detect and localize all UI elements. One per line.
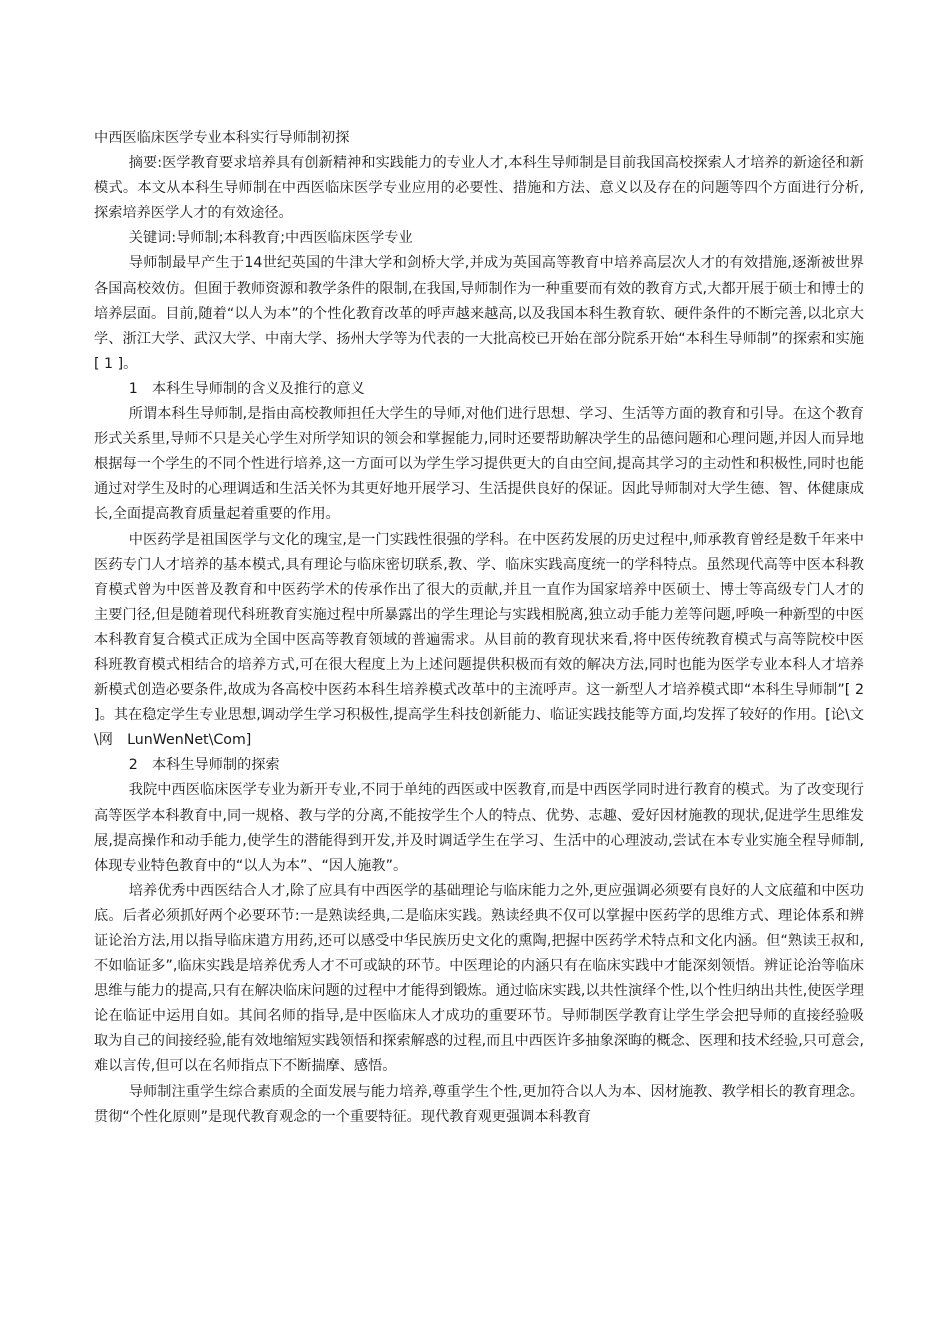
section-heading: 2 本科生导师制的探索 <box>128 757 280 774</box>
body-paragraph: 我院中西医临床医学专业为新开专业,不同于单纯的西医或中医教育,而是中西医学同时进行教育的模式。为了改变现行高等医学本科教育中,同一规格、教与学的分离,不能按学生个人的特点、优势、志趣、爱好因材施教的现状,促进学生思维发展,提高操作和动手能力,使学生的潜能得到开发,并及时调适学生在学习、生活中的心理波动,尝试在本专业实施全程导师制,体现专业特色教育中的“以人为本”、“因人施教”。 <box>94 782 864 874</box>
body-paragraph: 导师制注重学生综合素质的全面发展与能力培养,尊重学生个性,更加符合以人为本、因材施教、教学相长的教育理念。贯彻“个性化原则”是现代教育观念的一个重要特征。现代教育观更强调本科教育 <box>94 1083 864 1125</box>
body-paragraph: 中医药学是祖国医学与文化的瑰宝,是一门实践性很强的学科。在中医药发展的历史过程中,师承教育曾经是数千年来中医药专门人才培养的基本模式,具有理论与临床密切联系,教、学、临床实践高度统一的学科特点。虽然现代高等中医本科教育模式曾为中医普及教育和中医药学术的传承作出了很大的贡献,并且一直作为国家培养中医硕士、博士等高级专门人才的主要门径,但是随着现代科班教育实施过程中所暴露出的学生理论与实践相脱离,独立动手能力差等问题,呼唤一种新型的中医本科教育复合模式正成为全国中医高等教育领域的普遍需求。从目前的教育现状来看,将中医传统教育模式与高等院校中医科班教育模式相结合的培养方式,可在很大程度上为上述问题提供积极而有效的解决方法,同时也能为医学专业本科人才培养新模式创造必要条件,故成为各高校中医药本科生培养模式改革中的主流呼声。这一新型人才培养模式即“本科生导师制”[ 2 ]。其在稳定学生专业思想,调动学生学习积极性,提高学生科技创新能力、临证实践技能等方面,均发挥了较好的作用。[论\文\网 LunWenNet\Com] <box>94 531 864 749</box>
body-paragraph: 培养优秀中西医结合人才,除了应具有中西医学的基础理论与临床能力之外,更应强调必须要有良好的人文底蕴和中医功底。后者必须抓好两个必要环节:一是熟读经典,二是临床实践。熟读经典不仅可以掌握中医药学的思维方式、理论体系和辨证论治方法,用以指导临床遣方用药,还可以感受中华民族历史文化的熏陶,把握中医药学术特点和文化内涵。但“熟读王叔和,不如临证多”,临床实践是培养优秀人才不可或缺的环节。中医理论的内涵只有在临床实践中才能深刻领悟。辨证论治等临床思维与能力的提高,只有在解决临床问题的过程中才能得到锻炼。通过临床实践,以共性演绎个性,以个性归纳出共性,使医学理论在临证中运用自如。其间名师的指导,是中医临床人才成功的重要环节。导师制医学教育让学生学会把导师的直接经验吸取为自己的间接经验,能有效地缩短实践领悟和探索解惑的过程,而且中西医许多抽象深晦的概念、医理和技术经验,只可意会,难以言传,但可以在名师指点下不断揣摩、感悟。 <box>94 882 864 1075</box>
section-heading: 1 本科生导师制的含义及推行的意义 <box>128 380 365 397</box>
keywords-paragraph: 关键词:导师制;本科教育;中西医临床医学专业 <box>128 230 413 247</box>
document-page <box>94 126 864 1130</box>
document-title: 中西医临床医学专业本科实行导师制初探 <box>94 130 350 146</box>
body-paragraph: 所谓本科生导师制,是指由高校教师担任大学生的导师,对他们进行思想、学习、生活等方面的教育和引导。在这个教育形式关系里,导师不只是关心学生对所学知识的领会和掌握能力,同时还要帮助解决学生的品德问题和心理问题,并因人而异地根据每一个学生的不同个性进行培养,这一方面可以为学生学习提供更大的自由空间,提高其学习的主动性和积极性,同时也能通过对学生及时的心理调适和生活关怀为其更好地开展学习、生活提供良好的保证。因此导师制对大学生德、智、体健康成长,全面提高教育质量起着重要的作用。 <box>94 406 864 523</box>
body-paragraph: 导师制最早产生于14世纪英国的牛津大学和剑桥大学,并成为英国高等教育中培养高层次人才的有效措施,逐渐被世界各国高校效仿。但囿于教师资源和教学条件的限制,在我国,导师制作为一种重要而有效的教育方式,大都开展于硕士和博士的培养层面。目前,随着“以人为本”的个性化教育改革的呼声越来越高,以及我国本科生教育软、硬件条件的不断完善,以北京大学、浙江大学、武汉大学、中南大学、扬州大学等为代表的一大批高校已开始在部分院系开始“本科生导师制”的探索和实施[ 1 ]。 <box>94 255 864 372</box>
abstract-paragraph: 摘要:医学教育要求培养具有创新精神和实践能力的专业人才,本科生导师制是目前我国高校探索人才培养的新途径和新模式。本文从本科生导师制在中西医临床医学专业应用的必要性、措施和方法、意义以及存在的问题等四个方面进行分析,探索培养医学人才的有效途径。 <box>94 155 864 222</box>
